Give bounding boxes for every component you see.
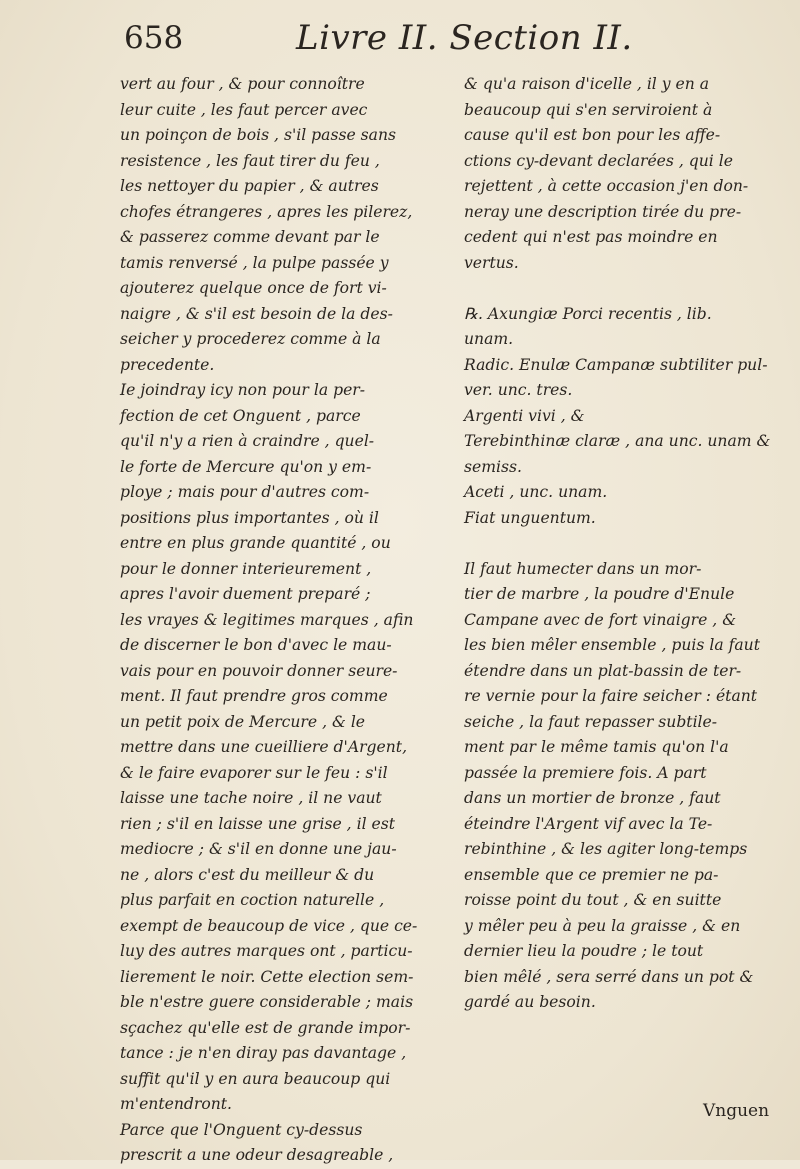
text-line: gardé au besoin. (464, 993, 596, 1011)
text-line: m'entendront. (120, 1095, 232, 1113)
text-line: rien ; s'il en laisse une grise , il est (120, 814, 396, 833)
text-line: mettre dans une cueilliere d'Argent, (120, 738, 408, 756)
text-line: qu'il n'y a rien à craindre , quel- (120, 432, 375, 450)
text-line: les bien mêler ensemble , puis la faut (464, 636, 760, 654)
text-line: étendre dans un plat-bassin de ter- (464, 661, 742, 680)
text-line: & qu'a raison d'icelle , il y en a (464, 75, 710, 93)
text-line: Fiat unguentum. (464, 508, 596, 527)
catchword: Vnguen (703, 1101, 770, 1121)
text-line: Argenti vivi , & (464, 406, 585, 425)
text-line: entre en plus grande quantité , ou (120, 534, 391, 552)
text-line: ajouterez quelque once de fort vi- (120, 279, 387, 297)
page-number: 658 (124, 20, 184, 56)
text-line: éteindre l'Argent vif avec la Te- (464, 814, 713, 833)
running-title: Livre II. Section II. (296, 18, 633, 58)
text-line: fection de cet Onguent , parce (120, 406, 361, 425)
text-line: ver. unc. tres. (464, 381, 573, 399)
text-line: Terebinthinæ claræ , ana unc. unam & (464, 432, 771, 450)
text-line: les nettoyer du papier , & autres (120, 177, 379, 195)
text-line: laisse une tache noire , il ne vaut (120, 789, 382, 807)
text-line: y mêler peu à peu la graisse , & en (464, 916, 741, 935)
text-line: de discerner le bon d'avec le mau- (120, 636, 392, 654)
text-line: chofes étrangeres , apres les pilerez, (120, 202, 413, 221)
text-line: exempt de beaucoup de vice , que ce- (120, 916, 418, 935)
text-line: positions plus importantes , où il (120, 508, 379, 527)
text-line: Campane avec de fort vinaigre , & (464, 610, 737, 629)
text-line: ble n'estre guere considerable ; mais (120, 993, 414, 1011)
text-line: Radic. Enulæ Campanæ subtiliter pul- (464, 355, 768, 374)
text-line (464, 531, 776, 557)
text-line: re vernie pour la faire seicher : étant (464, 687, 758, 705)
text-line: Ie joindray icy non pour la per- (120, 381, 366, 399)
text-line: ment par le même tamis qu'on l'a (464, 738, 729, 756)
text-line: Il faut humecter dans un mor- (464, 559, 702, 578)
text-line: ment. Il faut prendre gros comme (120, 687, 388, 705)
text-line: suffit qu'il y en aura beaucoup qui (120, 1069, 391, 1088)
text-line: ℞. Axungiæ Porci recentis , lib. (464, 304, 712, 323)
text-line (464, 276, 776, 302)
text-line: Aceti , unc. unam. (464, 483, 608, 501)
text-line: seiche , la faut repasser subtile- (464, 712, 718, 731)
text-line: luy des autres marques ont , particu- (120, 942, 413, 960)
text-line: bien mêlé , sera serré dans un pot & (464, 967, 754, 986)
text-line: un poinçon de bois , s'il passe sans (120, 126, 396, 144)
text-line: plus parfait en coction naturelle , (120, 891, 385, 909)
text-line: le forte de Mercure qu'on y em- (120, 457, 372, 476)
text-line: tance : je n'en diray pas davantage , (120, 1044, 407, 1062)
text-line: apres l'avoir duement preparé ; (120, 585, 371, 603)
page-header (0, 14, 800, 64)
text-line: unam. (464, 330, 514, 348)
text-line: & passerez comme devant par le (120, 228, 380, 246)
text-line: Parce que l'Onguent cy-dessus (120, 1120, 363, 1139)
text-line: ploye ; mais pour d'autres com- (120, 483, 370, 501)
text-line: cause qu'il est bon pour les affe- (464, 126, 721, 144)
text-line: leur cuite , les faut percer avec (120, 100, 368, 119)
text-line: precedente. (120, 355, 215, 374)
text-line: rebinthine , & les agiter long-temps (464, 840, 748, 858)
right-text-column (464, 72, 776, 1016)
text-line: vais pour en pouvoir donner seure- (120, 661, 398, 680)
text-line: un petit poix de Mercure , & le (120, 712, 366, 731)
text-line: pour le donner interieurement , (120, 559, 372, 578)
text-line: semiss. (464, 457, 522, 476)
text-line: roisse point du tout , & en suitte (464, 891, 722, 909)
text-line: seicher y procederez comme à la (120, 330, 381, 348)
text-line: beaucoup qui s'en serviroient à (464, 100, 713, 119)
text-line: naigre , & s'il est besoin de la des- (120, 304, 393, 323)
text-line: passée la premiere fois. A part (464, 763, 707, 782)
text-line: mediocre ; & s'il en donne une jau- (120, 840, 397, 858)
text-line: vertus. (464, 253, 519, 272)
text-line: prescrit a une odeur desagreable , (120, 1146, 394, 1164)
text-line: les vrayes & legitimes marques , afin (120, 610, 414, 629)
text-line: & le faire evaporer sur le feu : s'il (120, 763, 388, 782)
text-line: dans un mortier de bronze , faut (464, 789, 721, 807)
left-text-column (120, 72, 432, 1169)
text-line: ctions cy-devant declarées , qui le (464, 151, 733, 170)
text-line: ne , alors c'est du meilleur & du (120, 865, 375, 884)
text-line: lierement le noir. Cette election sem- (120, 967, 414, 986)
text-line: tier de marbre , la poudre d'Enule (464, 585, 735, 603)
text-line: rejettent , à cette occasion j'en don- (464, 177, 749, 195)
text-line: ensemble que ce premier ne pa- (464, 865, 719, 884)
text-line: vert au four , & pour connoître (120, 75, 365, 93)
text-line: resistence , les faut tirer du feu , (120, 151, 380, 170)
text-line: dernier lieu la poudre ; le tout (464, 942, 704, 960)
text-line: neray une description tirée du pre- (464, 202, 742, 221)
text-line: sçachez qu'elle est de grande impor- (120, 1018, 411, 1037)
text-line: cedent qui n'est pas moindre en (464, 228, 718, 246)
text-line: tamis renversé , la pulpe passée y (120, 253, 389, 272)
